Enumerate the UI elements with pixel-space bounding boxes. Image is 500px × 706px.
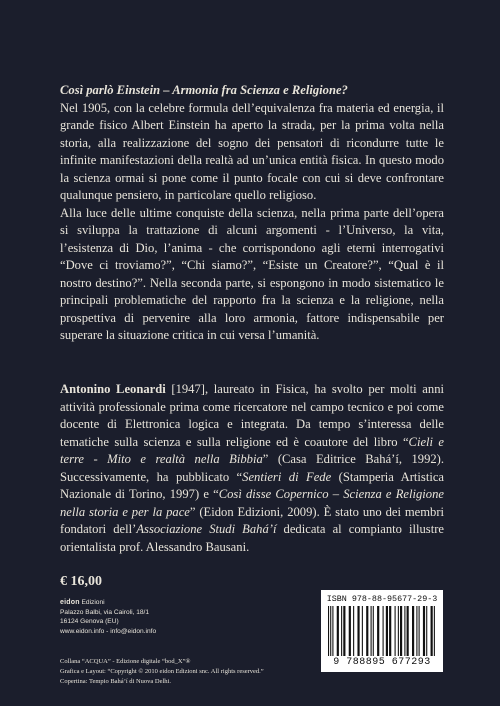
barcode-bar [366,606,368,656]
author-name: Antonino Leonardi [60,382,166,396]
barcode-bars [327,606,437,656]
publisher-logo-text: eidon [60,599,80,606]
publisher-address-1: Palazzo Balbi, via Cairoli, 18/1 [60,608,150,616]
credits-cover: Copertina: Tempio Bahá’í di Nuova Delhi. [60,677,171,685]
blurb-paragraph-1: Nel 1905, con la celebre formula dell’equivalenza fra materia ed energia, il grande fisico Albert Einstein ha aperto la strada, per la prima volta nella storia, alla realizzazione del sogno dei pensatori di ricondurre tutte le infinite manifestazioni della realtà ad un’unica entità fisica. In questo modo la scienza ormai si pone come il punto focale con cui si deve confrontare qualunque pensiero, in particolare quello religioso. [60,100,444,202]
barcode-bar [357,606,359,656]
barcode-bar [400,606,402,656]
barcode-bar [386,606,388,656]
barcode-bar [353,606,354,656]
barcode-bar [395,606,396,656]
barcode-bar [404,606,405,656]
barcode-bar [426,606,427,656]
book-blurb [60,82,444,345]
barcode-bar [407,606,409,656]
author-bio [60,381,444,556]
barcode [321,590,443,672]
barcode-bar [373,606,374,656]
barcode-bar [389,606,391,656]
barcode-bar [332,606,333,656]
barcode-bar [398,606,399,656]
bio-book-2: Sentieri di Fede [242,469,332,484]
bio-association: Associazione Studi Bahá’í [136,522,277,536]
barcode-bar [416,606,417,656]
barcode-bar [371,606,372,656]
barcode-bar [341,606,342,656]
barcode-bar [423,606,425,656]
barcode-bar [431,606,433,656]
author-bio-paragraph [60,381,444,556]
bio-text-4: ” (Eidon Edizioni, 2009). È stato uno dei membri fondatori dell’ [60,504,445,536]
barcode-bar [412,606,414,656]
blurb-title: Così parlò Einstein – Armonia fra Scienza e Religione? [60,83,348,97]
blurb-paragraph-2: Alla luce delle ultime conquiste della scienza, nella prima parte dell’opera si sviluppa la trattazione di alcuni argomenti - l’Universo, la vita, l’esistenza di Dio, l’anima - che corrispondono agli eterni interrogativi “Dove ci troviamo?”, “Chi siamo?”, “Esiste un Creatore?”, “Qual è il nostro destino?”. Nella seconda parte, si espongono in modo sistematico le principali problematiche del rapporto fra la scienza e la religione, nella prospettiva di pervenire alla loro armonia, fattore indispensabile per superare la situazione critica in cui versa l’umanità. [60,205,444,342]
barcode-bar [362,606,363,656]
price: € 16,00 [60,574,102,589]
barcode-bar [419,606,420,656]
bio-text-5: dedicata al compianto illustre orientalista prof. Alessandro Bausani. [60,522,444,554]
credits-series: Collana “ACQUA” - Edizione digitale “bod_X”® [60,658,191,665]
bio-text-2: ” (Casa Editrice Bahá’í, 1992). Successivamente, ha pubblicato “ [60,452,444,484]
bio-book-3: Così disse Copernico – Scienza e Religione nella storia e per la pace [60,487,444,519]
ean-number: 9 788895 677293 [333,657,431,668]
publisher-info [60,598,300,636]
credits [60,657,320,686]
barcode-bar [377,606,379,656]
barcode-bar [330,606,331,656]
barcode-bar [434,606,435,656]
publisher-suffix: Edizioni [79,599,105,606]
publisher-name [60,598,300,608]
barcode-bar [337,606,339,656]
barcode-bar [349,606,351,656]
bio-text-1: [1947], laureato in Fisica, ha svolto per molti anni attività professionale prima come ricercatore nel campo tecnico e poi come docente di Elettronica logica e integrata. Da tempo s’interessa delle tematiche sulla scienza e sulla religione ed è coautore del libro “ [60,382,444,449]
barcode-bar [383,606,384,656]
bio-book-1: Cieli e terre - Mito e realtà nella Bibbia [60,434,444,466]
publisher-web: www.eidon.info - info@eidon.info [60,627,157,635]
barcode-bar [328,606,329,656]
credits-copyright: Grafica e Layout: “Copyright © 2010 eidon Edizioni snc. All rights reserved.” [60,667,264,675]
isbn-number: ISBN 978-88-95677-29-3 [326,594,438,604]
publisher-address-2: 16124 Genova (EU) [60,618,119,626]
barcode-bar [343,606,345,656]
bio-text-3: (Stamperia Artistica Nazionale di Torino, 1997) e “ [60,469,444,501]
